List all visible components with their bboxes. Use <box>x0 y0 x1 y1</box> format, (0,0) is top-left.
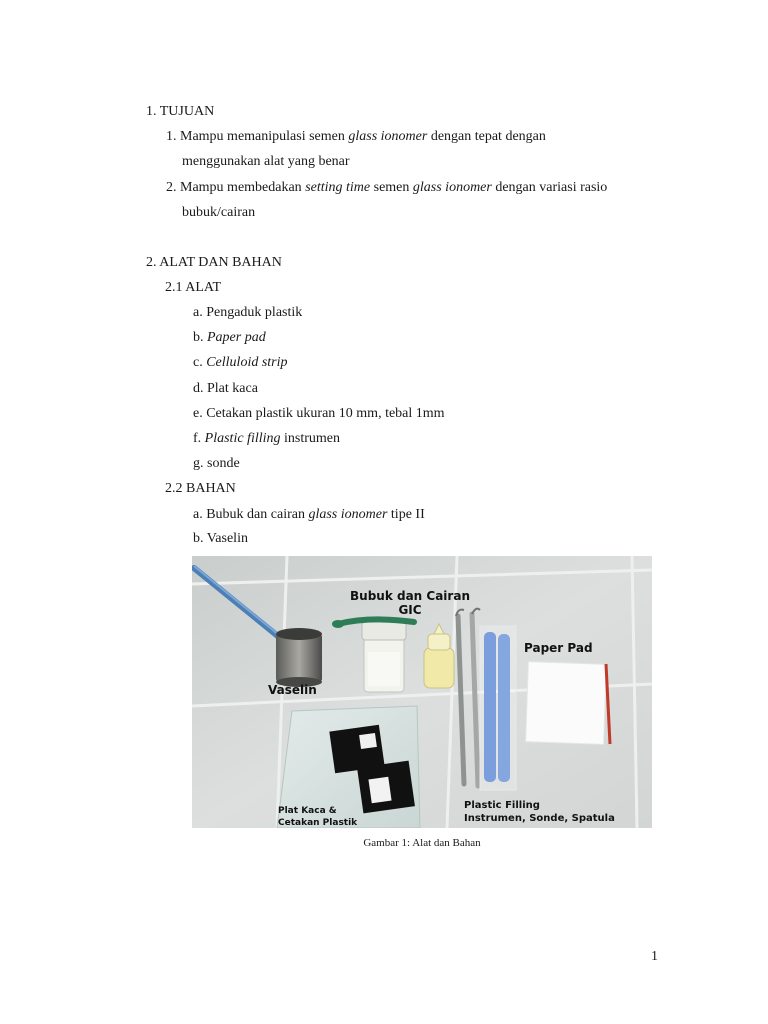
label-bubuk-line1: Bubuk dan Cairan <box>350 589 470 603</box>
subheading-bahan: 2.2 BAHAN <box>165 481 236 496</box>
heading-alat-dan-bahan: 2. ALAT DAN BAHAN <box>146 255 282 270</box>
paper-pad-icon <box>526 662 610 745</box>
tujuan-item-2-number: 2. <box>166 180 177 195</box>
tujuan-item-2 <box>166 179 607 197</box>
tujuan-item-2-continuation: bubuk/cairan <box>182 205 256 220</box>
celluloid-strip-icon <box>480 626 516 790</box>
label-paper-pad: Paper Pad <box>524 641 593 655</box>
tujuan-item-1-number: 1. <box>166 129 177 144</box>
alat-item-c: c. Celluloid strip <box>193 355 288 370</box>
tujuan-item-1-continuation: menggunakan alat yang benar <box>182 154 350 169</box>
figure-caption: Gambar 1: Alat dan Bahan <box>363 837 481 849</box>
bahan-item-b: b. Vaselin <box>193 531 248 546</box>
alat-item-g: g. sonde <box>193 456 240 471</box>
label-plastic-line1: Plastic Filling <box>464 800 540 811</box>
figure-photo-alat-dan-bahan <box>192 556 652 828</box>
heading-tujuan: 1. TUJUAN <box>146 104 215 119</box>
tujuan-item-2-text: Mampu membedakan setting time semen glass ionomer dengan variasi rasio <box>180 180 608 195</box>
tujuan-item-1-text: Mampu memanipulasi semen glass ionomer dengan tepat dengan <box>180 129 546 144</box>
gic-powder-jar-icon <box>362 622 406 692</box>
label-plat-line1: Plat Kaca & <box>278 806 337 816</box>
subheading-alat: 2.1 ALAT <box>165 280 221 295</box>
label-bubuk-line2: GIC <box>398 603 422 617</box>
label-vaselin: Vaselin <box>268 683 317 697</box>
alat-item-e: e. Cetakan plastik ukuran 10 mm, tebal 1mm <box>193 406 445 421</box>
alat-item-f: f. Plastic filling instrumen <box>193 431 341 446</box>
alat-item-b: b. Paper pad <box>193 330 266 345</box>
tujuan-item-1 <box>166 128 546 146</box>
page-number: 1 <box>651 949 658 964</box>
bahan-item-a: a. Bubuk dan cairan glass ionomer tipe II <box>193 507 425 522</box>
label-plat-line2: Cetakan Plastik <box>278 818 358 828</box>
label-plastic-line2: Instrumen, Sonde, Spatula <box>464 813 615 824</box>
alat-item-a: a. Pengaduk plastik <box>193 305 303 320</box>
alat-item-d: d. Plat kaca <box>193 381 258 396</box>
vaselin-cup-icon <box>276 628 322 687</box>
